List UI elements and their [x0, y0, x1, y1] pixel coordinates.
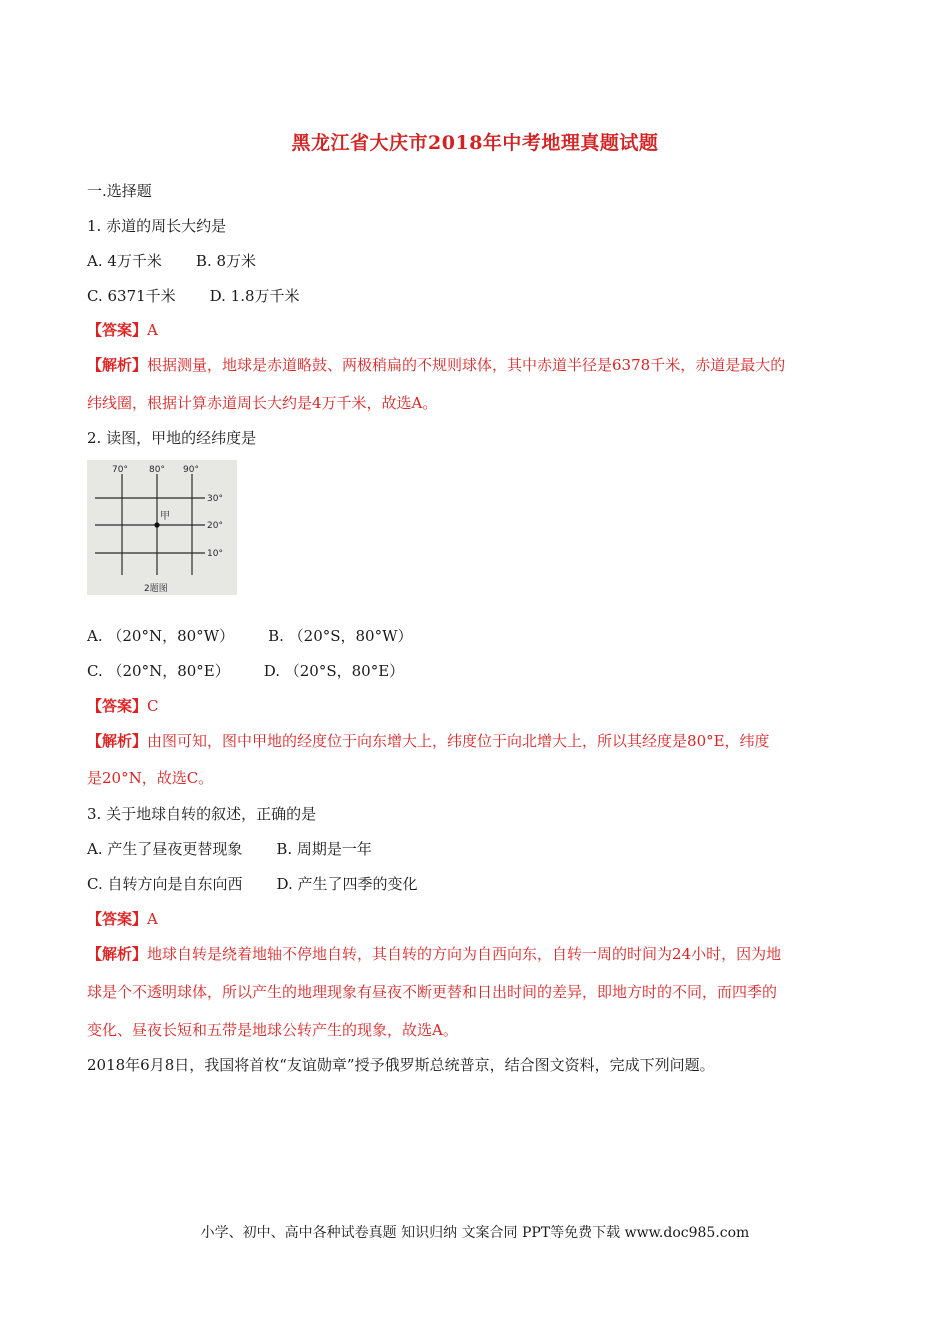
- longitude-label-80: 80°: [149, 465, 165, 475]
- question-2-stem: 2. 读图，甲地的经纬度是: [87, 429, 257, 447]
- answer-value: C: [147, 697, 159, 715]
- question-3-answer: [87, 909, 158, 929]
- question-1-analysis-line-1: [87, 355, 785, 375]
- analysis-text: 地球自转是绕着地轴不停地自转，其自转的方向为自西向东，自转一周的时间为24小时，因为地: [147, 945, 782, 963]
- question-2-answer: [87, 696, 159, 716]
- answer-value: A: [147, 321, 158, 339]
- grid-map-image: [87, 460, 237, 595]
- lat-long-grid-figure: [87, 460, 237, 595]
- latitude-label-10: 10°: [207, 549, 223, 559]
- question-2-options-row-2: [87, 661, 404, 681]
- point-jia-label: 甲: [160, 511, 170, 522]
- question-3-analysis-line-3: 变化、昼夜长短和五带是地球公转产生的现象，故选A。: [87, 1021, 458, 1039]
- question-2-option-d: D. （20°S，80°E）: [263, 662, 405, 680]
- question-1-stem: 1. 赤道的周长大约是: [87, 217, 227, 235]
- question-3-option-c: C. 自转方向是自东向西: [87, 875, 243, 893]
- latitude-label-20: 20°: [207, 521, 223, 531]
- question-1-analysis-line-2: 纬线圈，根据计算赤道周长大约是4万千米，故选A。: [87, 394, 438, 412]
- question-2-analysis-line-2: 是20°N，故选C。: [87, 769, 214, 787]
- question-2-analysis-line-1: [87, 731, 770, 751]
- question-3-options-row-1: [87, 839, 372, 859]
- answer-tag: 【答案】: [87, 697, 148, 715]
- question-3-options-row-2: [87, 874, 418, 894]
- question-3-option-d: D. 产生了四季的变化: [276, 875, 418, 893]
- question-1-answer: [87, 320, 158, 340]
- question-1-option-c: C. 6371千米: [87, 287, 176, 305]
- question-2-options-row-1: [87, 626, 413, 646]
- question-1-option-d: D. 1.8万千米: [209, 287, 300, 305]
- page-title: 黑龙江省大庆市2018年中考地理真题试题: [291, 132, 659, 154]
- question-2-option-c: C. （20°N，80°E）: [87, 662, 230, 680]
- latitude-label-30: 30°: [207, 494, 223, 504]
- figure-caption: 2题图: [144, 584, 168, 594]
- question-1-options-row-2: [87, 286, 300, 306]
- question-1-option-a: A. 4万千米: [87, 252, 162, 270]
- point-jia-marker: [154, 522, 159, 527]
- answer-tag: 【答案】: [87, 910, 148, 928]
- question-2-option-b: B. （20°S，80°W）: [268, 627, 413, 645]
- analysis-text: 根据测量，地球是赤道略鼓、两极稍扁的不规则球体，其中赤道半径是6378千米，赤道是最大的: [147, 356, 786, 374]
- question-1-options-row-1: [87, 251, 256, 271]
- analysis-tag: 【解析】: [87, 732, 148, 750]
- analysis-tag: 【解析】: [87, 945, 148, 963]
- question-3-analysis-line-2: 球是个不透明球体，所以产生的地理现象有昼夜不断更替和日出时间的差异，即地方时的不同，而四季的: [87, 983, 778, 1001]
- question-3-option-a: A. 产生了昼夜更替现象: [87, 840, 243, 858]
- question-2-option-a: A. （20°N，80°W）: [87, 627, 235, 645]
- question-3-stem: 3. 关于地球自转的叙述，正确的是: [87, 805, 317, 823]
- question-3-analysis-line-1: [87, 944, 781, 964]
- page-footer: 小学、初中、高中各种试卷真题 知识归纳 文案合同 PPT等免费下载 www.doc985.com: [200, 1225, 750, 1241]
- longitude-label-70: 70°: [112, 465, 128, 475]
- section-heading: 一.选择题: [87, 182, 152, 200]
- analysis-text: 由图可知，图中甲地的经度位于向东增大上，纬度位于向北增大上，所以其经度是80°E，纬度: [147, 732, 770, 750]
- answer-tag: 【答案】: [87, 321, 148, 339]
- question-1-option-b: B. 8万米: [195, 252, 257, 270]
- answer-value: A: [147, 910, 158, 928]
- longitude-label-90: 90°: [183, 465, 199, 475]
- passage-text: 2018年6月8日，我国将首枚“友谊勋章”授予俄罗斯总统普京，结合图文资料，完成下列问题。: [87, 1056, 715, 1074]
- analysis-tag: 【解析】: [87, 356, 148, 374]
- question-3-option-b: B. 周期是一年: [276, 840, 372, 858]
